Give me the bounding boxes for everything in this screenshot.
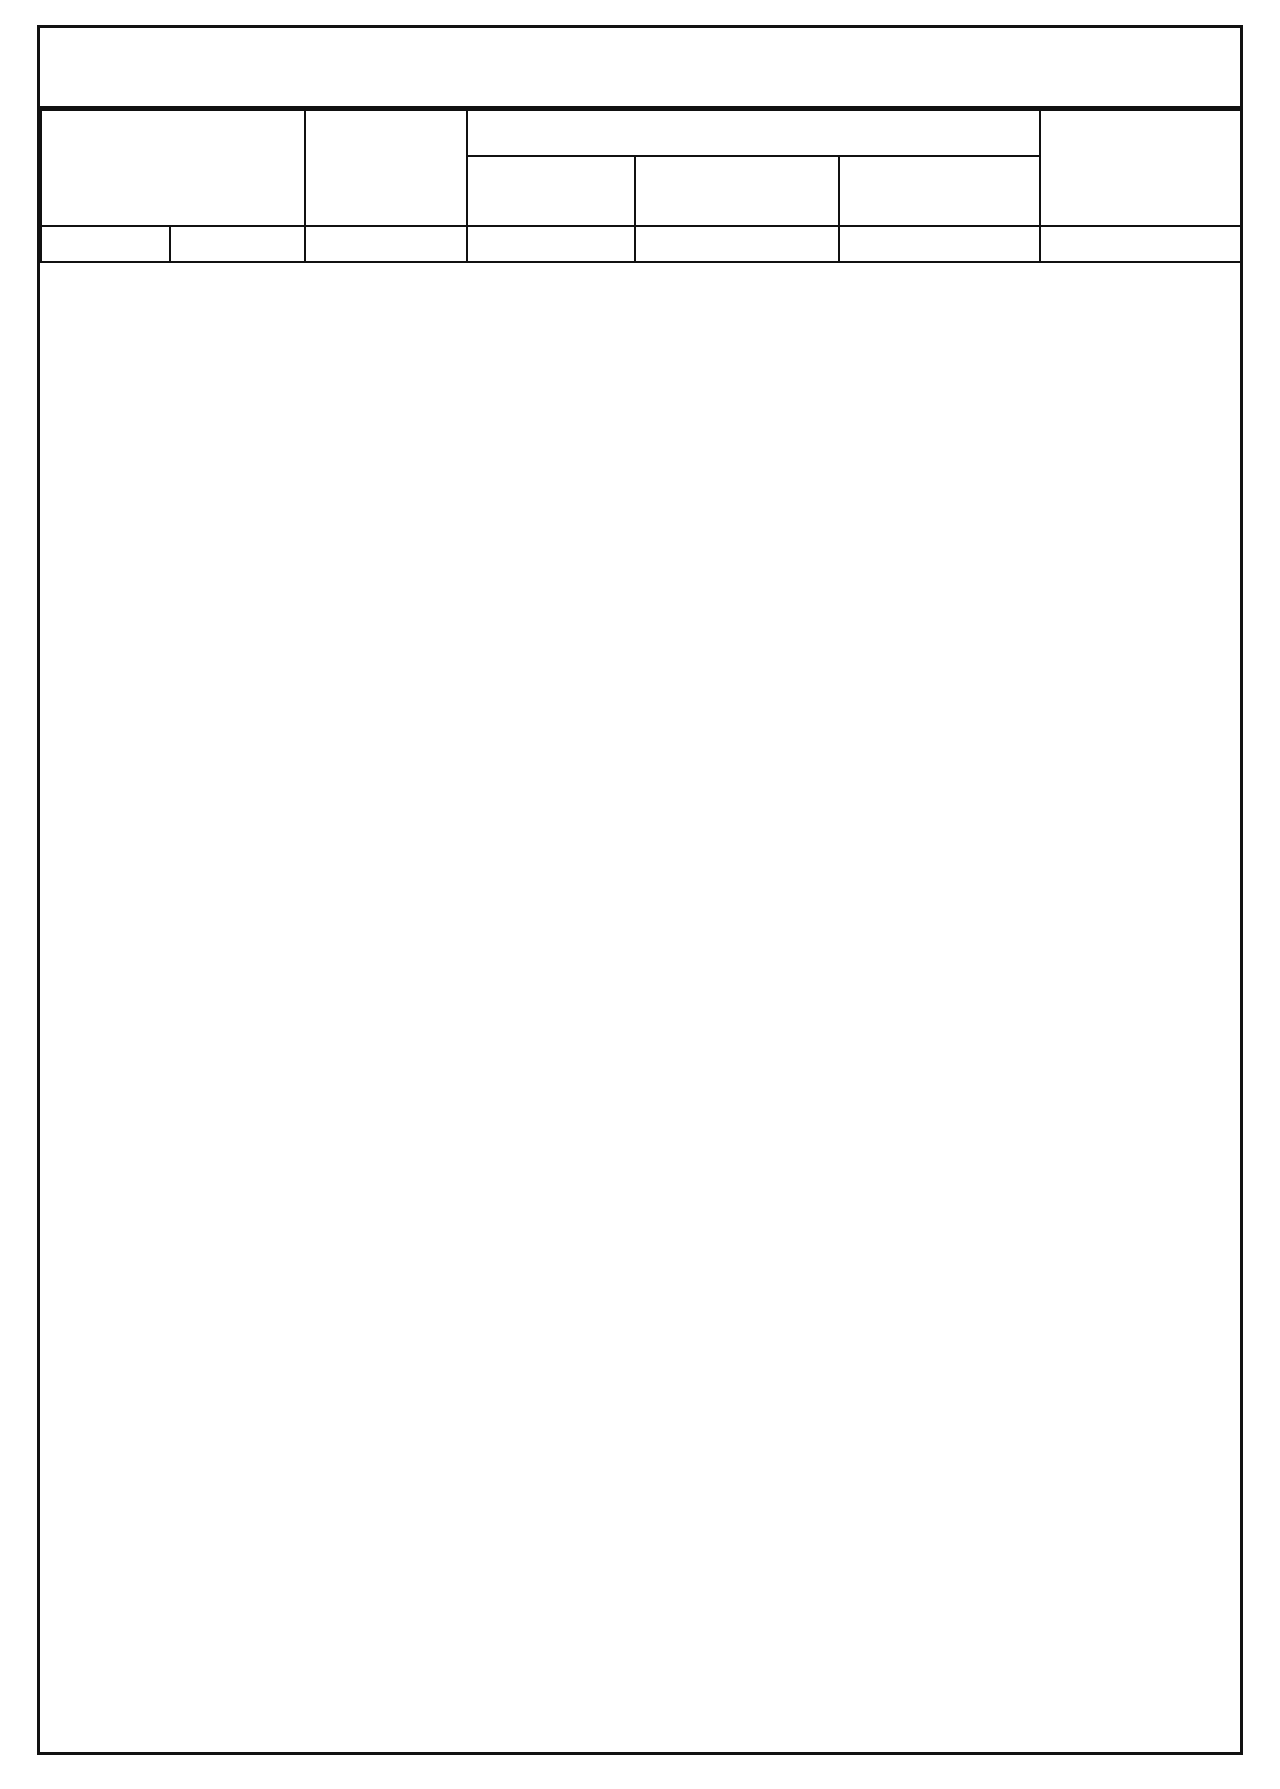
header-sicaklik bbox=[305, 110, 467, 226]
table-header bbox=[41, 110, 1241, 262]
steam-table-sheet bbox=[37, 25, 1243, 1755]
steam-table bbox=[40, 109, 1242, 263]
header-ozgul-entalpi bbox=[467, 110, 1040, 156]
unit-hf bbox=[467, 226, 635, 262]
unit-kpa bbox=[170, 226, 305, 262]
header-su bbox=[467, 156, 635, 226]
unit-hfg bbox=[635, 226, 839, 262]
page-title bbox=[40, 28, 1240, 109]
header-buharlasma bbox=[635, 156, 839, 226]
header-buhar bbox=[41, 110, 305, 226]
header-buhar-hg bbox=[839, 156, 1040, 226]
unit-hg bbox=[839, 226, 1040, 262]
unit-volume bbox=[1040, 226, 1241, 262]
unit-bar bbox=[41, 226, 170, 262]
header-ozgul-hacim bbox=[1040, 110, 1241, 226]
unit-temp bbox=[305, 226, 467, 262]
